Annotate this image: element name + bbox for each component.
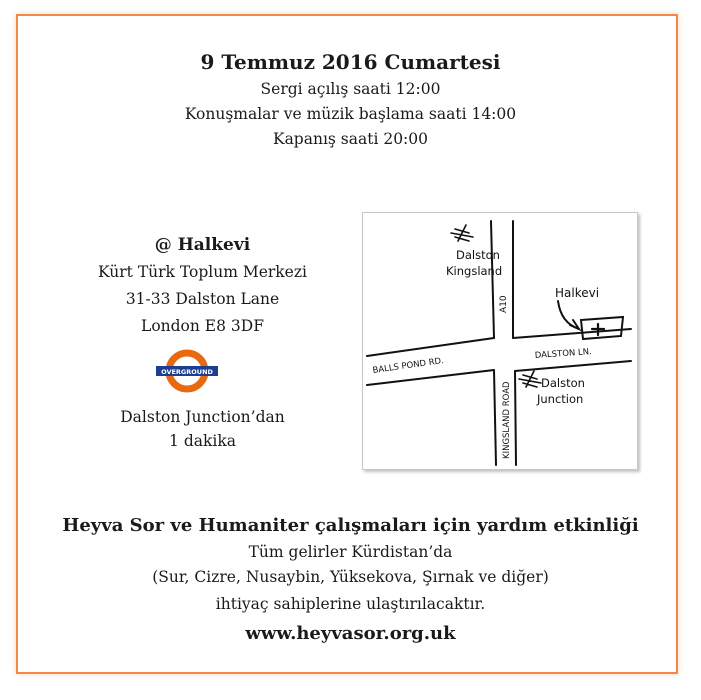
map-place-label: Halkevi bbox=[555, 286, 600, 300]
map-road-label: KINGSLAND ROAD bbox=[502, 381, 512, 459]
schedule-opening: Sergi açılış saati 12:00 bbox=[260, 80, 441, 98]
venue-address-line: London E8 3DF bbox=[141, 317, 264, 335]
venue-address-line: Kürt Türk Toplum Merkezi bbox=[98, 263, 307, 281]
overground-label: OVERGROUND bbox=[161, 368, 213, 376]
map-road-label: BALLS POND RD. bbox=[372, 356, 445, 376]
fundraiser-line: (Sur, Cizre, Nusaybin, Yüksekova, Şırnak ve diğer) bbox=[152, 568, 549, 586]
event-date: 9 Temmuz 2016 Cumartesi bbox=[200, 50, 501, 74]
map-road-label: A10 bbox=[499, 295, 509, 313]
map-drawing bbox=[363, 213, 637, 469]
location-map bbox=[362, 212, 638, 470]
map-station-label: Junction bbox=[537, 392, 584, 406]
directions-line: Dalston Junction’dan bbox=[120, 408, 285, 426]
venue-address-line: 31-33 Dalston Lane bbox=[125, 290, 280, 308]
schedule-closing: Kapanış saati 20:00 bbox=[272, 130, 429, 148]
map-road-label: DALSTON LN. bbox=[534, 347, 593, 361]
map-station-label: Dalston bbox=[541, 376, 585, 390]
fundraiser-line: Tüm gelirler Kürdistan’da bbox=[248, 543, 453, 561]
directions-line: 1 dakika bbox=[169, 432, 236, 450]
venue-name: @ Halkevi bbox=[154, 235, 251, 255]
map-station-label: Dalston bbox=[456, 248, 500, 262]
fundraiser-headline: Heyva Sor ve Humaniter çalışmaları için yardım etkinliği bbox=[62, 515, 639, 536]
fundraiser-line: ihtiyaç sahiplerine ulaştırılacaktır. bbox=[215, 595, 486, 613]
website-link[interactable]: www.heyvasor.org.uk bbox=[245, 623, 456, 644]
schedule-talks: Konuşmalar ve müzik başlama saati 14:00 bbox=[184, 105, 517, 123]
map-station-label: Kingsland bbox=[446, 264, 503, 278]
overground-roundel-icon bbox=[155, 349, 219, 393]
